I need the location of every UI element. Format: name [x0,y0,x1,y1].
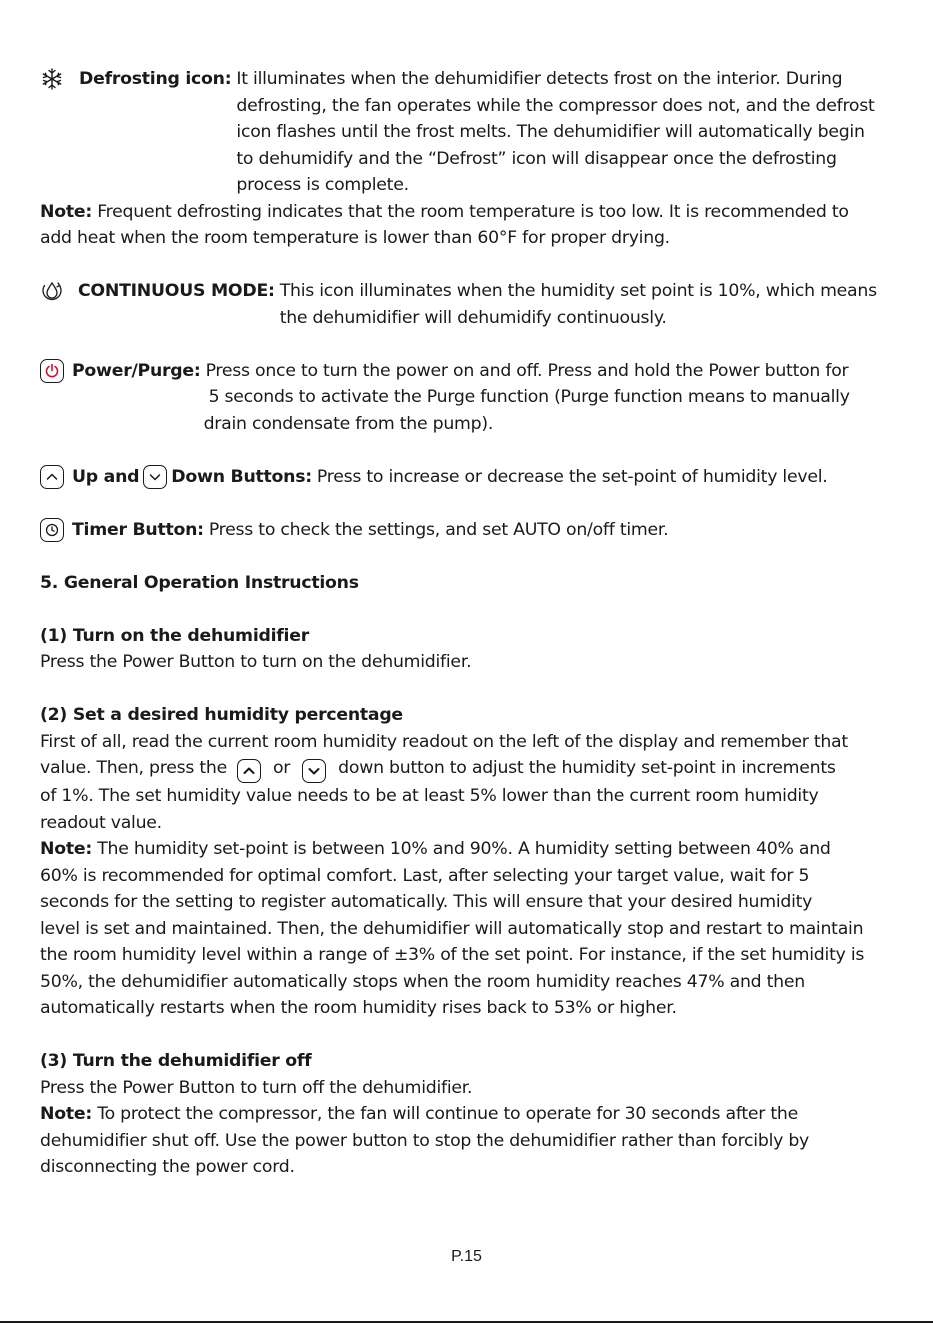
defrost-note: Note: Frequent defrosting indicates that the room temperature is too low. It is recommended to add heat when the room temperature is lower than 60°F for proper drying. [40,201,849,248]
chevron-down-icon [302,759,326,783]
up-label: Up and [72,466,140,487]
defrost-item [40,66,910,199]
step-2-line-2: value. Then, press the or down button to adjust the humidity set-point in increments [40,755,910,783]
note-label: Note: [40,839,92,859]
up-down-item [40,464,910,491]
step-3-heading: (3) Turn the dehumidifier off [40,1051,312,1071]
continuous-mode-item [40,278,910,331]
timer-description: Press to check the settings, and set AUTO on/off timer. [208,519,669,540]
step-2-line-3: of 1%. The set humidity value needs to be at least 5% lower than the current room humidity [40,786,819,806]
down-buttons-label: Down Buttons: [171,466,312,487]
timer-icon [40,518,64,542]
defrost-label: Defrosting icon: [79,69,232,89]
defrost-description: It illuminates when the dehumidifier detects frost on the interior. During defrosting, the fan operates while the compressor does not, and the defrost icon flashes until the frost melts. The dehumidifier will automatically begin to dehumidify and the “Defrost” icon will disappear once the defrosting process is complete. [236,69,875,195]
continuous-mode-label: CONTINUOUS MODE: [78,281,275,301]
step-3-text: Press the Power Button to turn off the dehumidifier. [40,1077,473,1098]
step-2-line-4: readout value. [40,812,162,833]
snowflake-icon [40,67,64,91]
power-icon [40,359,64,383]
step-2-note: Note: The humidity set-point is between 10% and 90%. A humidity setting between 40% and 60% is recommended for optimal comfort. Last, after selecting your target value, wait for 5 seconds for the setting to register automatically. This will ensure that your desired humidity level is set and maintained. Then, the dehumidifier will automatically stop and restart to maintain the room humidity level within a range of ±3% of the set point. For instance, if the set humidity is 50%, the dehumidifier automatically stops when the room humidity reaches 47% and then automatically restarts when the room humidity rises back to 53% or higher. [40,839,865,1018]
bottom-divider [0,1321,933,1323]
step-2-heading: (2) Set a desired humidity percentage [40,705,403,725]
section-heading: 5. General Operation Instructions [40,572,359,593]
chevron-up-icon [237,759,261,783]
timer-label: Timer Button: [72,519,204,540]
chevron-up-icon [40,465,64,489]
continuous-mode-description: This icon illuminates when the humidity set point is 10%, which means the dehumidifier will dehumidify continuously. [279,281,877,328]
continuous-drop-icon [40,279,64,303]
timer-item [40,517,910,544]
note-label: Note: [40,1104,92,1124]
note-label: Note: [40,201,92,222]
chevron-down-icon [143,465,167,489]
up-down-description: Press to increase or decrease the set-point of humidity level. [316,466,828,487]
power-purge-description: Press once to turn the power on and off. Press and hold the Power button for 5 seconds to activate the Purge function (Purge function means to manually drain condensate from the pump). [203,360,850,434]
step-3-note: Note: To protect the compressor, the fan will continue to operate for 30 seconds after the dehumidifier shut off. Use the power button to stop the dehumidifier rather than forcibly by disconnecting the power cord. [40,1104,810,1177]
step-1-heading: (1) Turn on the dehumidifier [40,625,309,646]
power-purge-item [40,358,910,438]
step-2-line-1: First of all, read the current room humidity readout on the left of the display and remember that [40,731,848,752]
document-body [40,66,910,1181]
power-purge-label: Power/Purge: [72,360,201,381]
step-1-text: Press the Power Button to turn on the dehumidifier. [40,652,472,672]
page-number: P.15 [451,1248,482,1265]
